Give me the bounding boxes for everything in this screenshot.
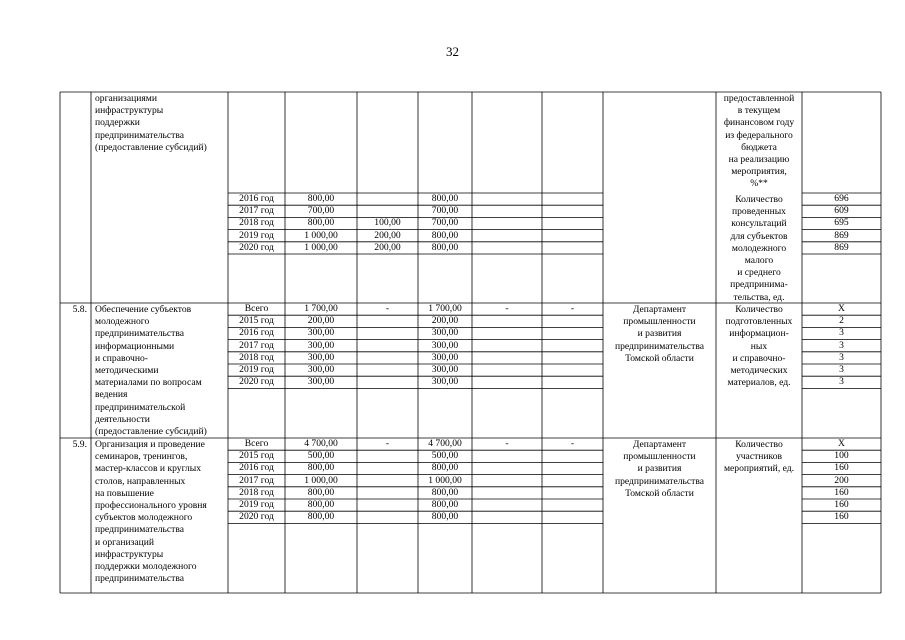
indicator-value-cell: 2 [839, 315, 844, 327]
year-cell: 2019 год [239, 499, 274, 510]
total-cell: 800,00 [307, 499, 335, 510]
year-cell: 2017 год [239, 339, 274, 351]
item-name: организациями инфраструктуры поддержки предпринимательства (предоставление субсидий) [95, 93, 207, 153]
indicator-value-cell: 3 [839, 339, 844, 351]
regional-cell: 300,00 [431, 351, 459, 363]
indicator-value-cell: 3 [839, 351, 844, 363]
year-cell: 2018 год [239, 217, 274, 229]
regional-cell: 800,00 [431, 486, 459, 498]
total-cell: 300,00 [307, 351, 335, 363]
indicator-value-cell: 3 [839, 327, 844, 339]
regional-cell: 800,00 [431, 193, 459, 204]
indicator-value-cell: X [838, 303, 845, 314]
executor: Департамент промышленности и развития предпринимательства Томской области [614, 439, 705, 499]
total-cell: 800,00 [307, 217, 335, 229]
year-cell: 2019 год [239, 364, 274, 375]
year-cell: 2016 год [239, 462, 274, 474]
indicator-value-cell: 609 [834, 205, 849, 217]
item-name: Организация и проведение семинаров, тренингов, мастер-классов и круглых столов, направленных на повышение профессионального уровня субъектов молодежного предпринимательства и организаций инфраструктуры поддержки молодежного предпринимательства [95, 439, 207, 585]
federal-cell: 200,00 [374, 241, 401, 253]
indicator-value-cell: 695 [834, 217, 849, 229]
indicator-value-cell: 160 [834, 486, 849, 498]
local-cell: - [505, 438, 509, 449]
indicator-continuation: предоставленной в текущем финансовом году из федерального бюджета на реализацию мероприятия, %** [723, 93, 795, 190]
federal-cell: - [385, 438, 390, 449]
year-cell: 2020 год [239, 376, 274, 388]
year-cell: 2017 год [239, 205, 274, 217]
item-name: Обеспечение субъектов молодежного предпринимательства информационными и справочно- методическими материалами по вопросам ведения предпринимательской деятельности (предоставление субсидий) [95, 304, 207, 438]
year-cell: 2017 год [239, 474, 274, 486]
indicator-name: Количество участников мероприятий, ед. [723, 439, 795, 475]
total-cell: 300,00 [307, 376, 335, 388]
total-cell: 800,00 [307, 193, 335, 204]
year-cell: 2016 год [239, 193, 274, 204]
federal-cell: - [385, 303, 390, 314]
local-cell: - [505, 303, 509, 314]
other-cell: - [570, 438, 575, 449]
year-cell: Всего [244, 438, 269, 449]
total-cell: 300,00 [307, 327, 335, 339]
indicator-value-cell: 869 [834, 241, 849, 253]
indicator-value-cell: 200 [834, 474, 849, 486]
federal-cell: 200,00 [374, 229, 401, 241]
regional-cell: 700,00 [431, 217, 459, 229]
regional-cell: 200,00 [431, 315, 459, 327]
total-cell: 1 000,00 [304, 241, 338, 253]
page-number: 32 [446, 44, 459, 59]
indicator-value-cell: 696 [834, 193, 849, 204]
indicator-value-cell: 100 [834, 450, 849, 462]
year-cell: 2020 год [239, 511, 274, 523]
year-cell: Всего [244, 303, 269, 314]
indicator-value-cell: 3 [839, 364, 844, 375]
total-cell: 700,00 [307, 205, 335, 217]
total-cell: 300,00 [307, 364, 335, 375]
total-cell: 800,00 [307, 462, 335, 474]
regional-cell: 1 700,00 [428, 303, 462, 314]
total-cell: 1 700,00 [304, 303, 338, 314]
regional-cell: 1 000,00 [428, 474, 462, 486]
total-cell: 200,00 [307, 315, 335, 327]
year-cell: 2015 год [239, 315, 274, 327]
regional-cell: 800,00 [431, 241, 459, 253]
regional-cell: 800,00 [431, 499, 459, 510]
regional-cell: 4 700,00 [428, 438, 462, 449]
total-cell: 300,00 [307, 339, 335, 351]
total-cell: 4 700,00 [304, 438, 338, 449]
indicator-value-cell: X [838, 438, 845, 449]
federal-cell: 100,00 [374, 217, 401, 229]
year-cell: 2018 год [239, 486, 274, 498]
other-cell: - [570, 303, 575, 314]
regional-cell: 700,00 [431, 205, 459, 217]
indicator-name: Количество проведенных консультаций для субъектов молодежного малого и среднего предпринима- тельства, ед. [730, 194, 788, 303]
item-number: 5.8. [72, 304, 87, 315]
regional-cell: 500,00 [431, 450, 459, 462]
total-cell: 800,00 [307, 511, 335, 523]
regional-cell: 800,00 [431, 229, 459, 241]
year-cell: 2020 год [239, 241, 274, 253]
regional-cell: 300,00 [431, 327, 459, 339]
total-cell: 800,00 [307, 486, 335, 498]
year-cell: 2019 год [239, 229, 274, 241]
indicator-value-cell: 3 [839, 376, 844, 388]
executor: Департамент промышленности и развития предпринимательства Томской области [614, 304, 705, 364]
regional-cell: 300,00 [431, 376, 459, 388]
total-cell: 1 000,00 [304, 229, 338, 241]
indicator-value-cell: 160 [834, 462, 849, 474]
regional-cell: 300,00 [431, 364, 459, 375]
indicator-value-cell: 160 [834, 511, 849, 523]
indicator-name: Количество подготовленных информацион- ных и справочно- методических материалов, ед. [725, 304, 793, 389]
indicator-value-cell: 869 [834, 229, 849, 241]
indicator-value-cell: 160 [834, 499, 849, 510]
item-number: 5.9. [72, 439, 87, 450]
year-cell: 2015 год [239, 450, 274, 462]
total-cell: 1 000,00 [304, 474, 338, 486]
year-cell: 2018 год [239, 351, 274, 363]
total-cell: 500,00 [307, 450, 335, 462]
regional-cell: 800,00 [431, 462, 459, 474]
regional-cell: 300,00 [431, 339, 459, 351]
regional-cell: 800,00 [431, 511, 459, 523]
year-cell: 2016 год [239, 327, 274, 339]
